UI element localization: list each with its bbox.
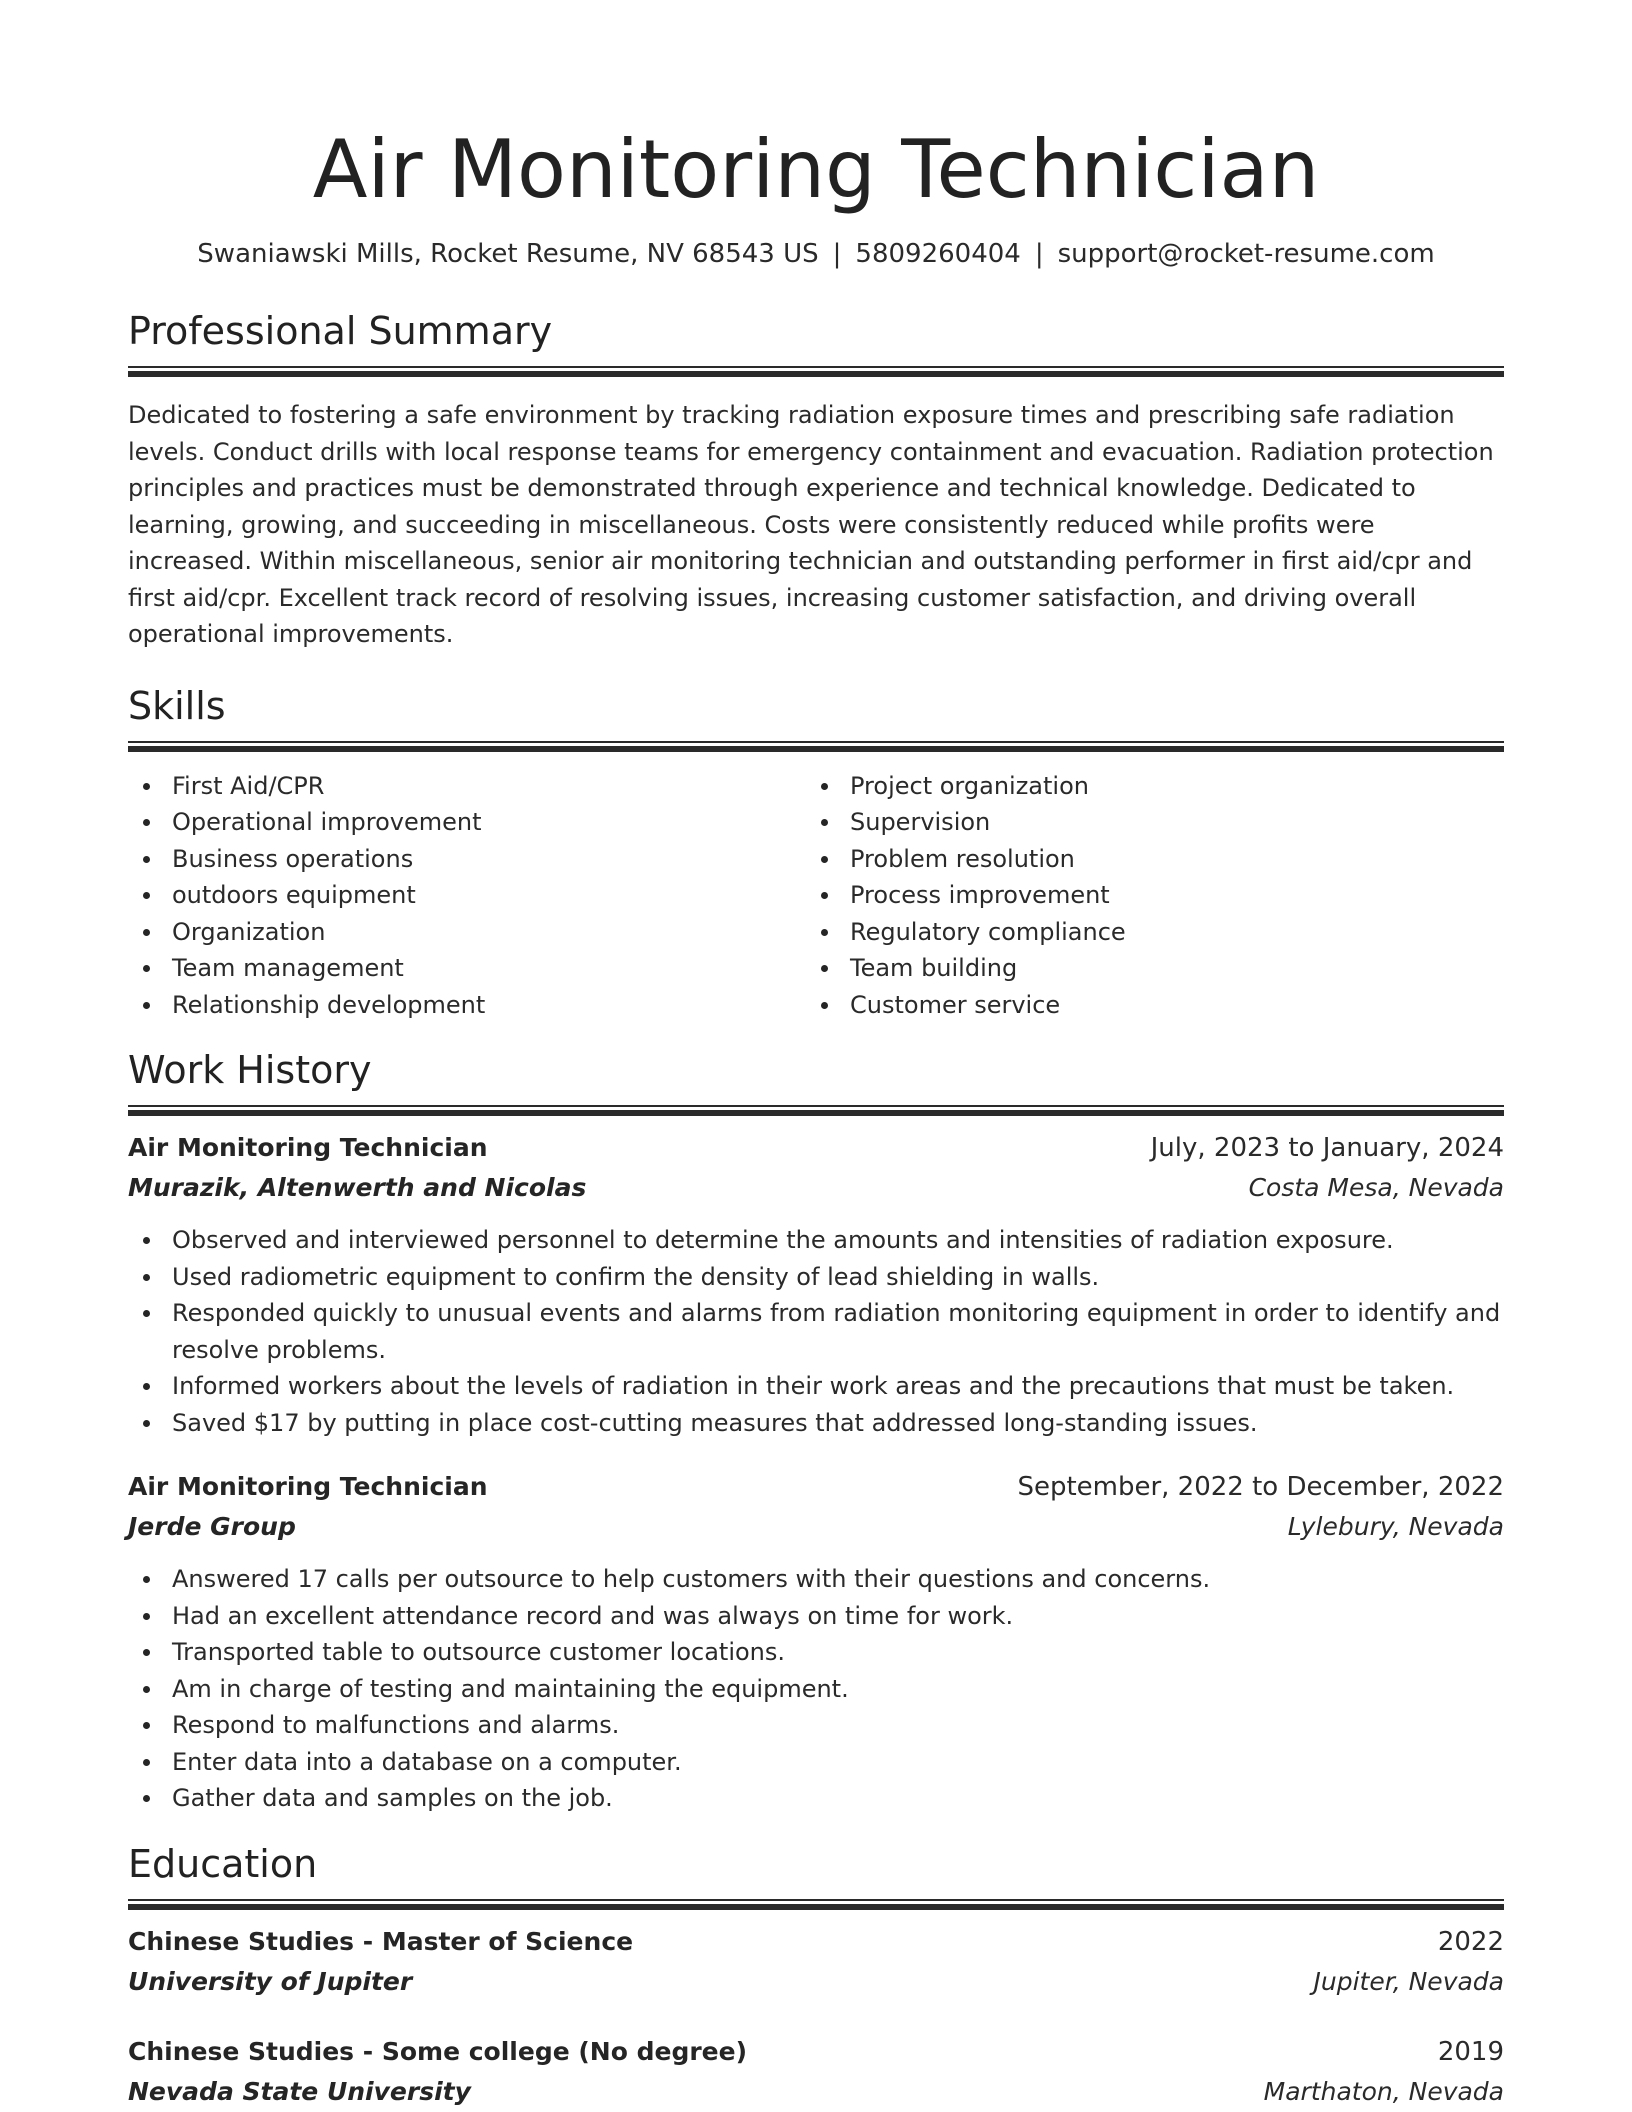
contact-separator: | — [832, 239, 842, 269]
section-divider — [128, 1899, 1504, 1910]
contact-phone: 5809260404 — [855, 239, 1021, 269]
job-header — [128, 1467, 1504, 1507]
job-header — [128, 1128, 1504, 1168]
contact-separator: | — [1034, 239, 1044, 269]
job-location: Costa Mesa, Nevada — [1248, 1173, 1504, 1202]
job-bullet: Am in charge of testing and maintaining the equipment. — [128, 1671, 1504, 1708]
section-title-work-history: Work History — [128, 1048, 372, 1092]
section-title-summary: Professional Summary — [128, 309, 553, 353]
section-divider — [128, 741, 1504, 752]
job-title: Air Monitoring Technician — [128, 1133, 488, 1162]
skills-column-left — [128, 768, 806, 1024]
education-location: Jupiter, Nevada — [1313, 1966, 1504, 1996]
job-entry — [128, 1128, 1504, 1441]
job-dates: September, 2022 to December, 2022 — [1017, 1472, 1504, 1502]
education-school: Nevada State University — [128, 2076, 471, 2106]
skill-item: Project organization — [806, 768, 1484, 805]
education-degree: Chinese Studies - Master of Science — [128, 1926, 634, 1956]
contact-email: support@rocket-resume.com — [1057, 239, 1435, 269]
skill-item: Team management — [128, 950, 806, 987]
section-title-education: Education — [128, 1841, 318, 1886]
skills-section — [128, 683, 1504, 1024]
education-section — [128, 1841, 1504, 2112]
education-school: University of Jupiter — [128, 1966, 413, 1996]
education-subheader — [128, 2072, 1504, 2112]
job-location: Lylebury, Nevada — [1287, 1512, 1504, 1541]
job-bullet: Had an excellent attendance record and was always on time for work. — [128, 1598, 1504, 1635]
job-bullet: Informed workers about the levels of radiation in their work areas and the precautions that must be taken. — [128, 1368, 1504, 1405]
job-dates: July, 2023 to January, 2024 — [1150, 1133, 1504, 1163]
skill-item: outdoors equipment — [128, 877, 806, 914]
skill-item: First Aid/CPR — [128, 768, 806, 805]
education-year: 2019 — [1437, 2036, 1504, 2067]
job-bullet: Enter data into a database on a computer. — [128, 1744, 1504, 1781]
skill-item: Customer service — [806, 987, 1484, 1024]
contact-line — [128, 238, 1504, 270]
education-header — [128, 1922, 1504, 1962]
contact-address: Swaniawski Mills, Rocket Resume, NV 68543 US — [197, 239, 819, 269]
job-bullet: Transported table to outsource customer locations. — [128, 1634, 1504, 1671]
job-entry — [128, 1467, 1504, 1817]
job-company: Jerde Group — [128, 1512, 296, 1541]
job-subheader — [128, 1168, 1504, 1208]
skill-item: Relationship development — [128, 987, 806, 1024]
job-bullet: Gather data and samples on the job. — [128, 1780, 1504, 1817]
job-bullets — [128, 1222, 1504, 1441]
skill-item: Supervision — [806, 804, 1484, 841]
skill-item: Organization — [128, 914, 806, 951]
education-entry — [128, 2032, 1504, 2112]
skill-item: Operational improvement — [128, 804, 806, 841]
job-bullet: Saved $17 by putting in place cost-cutting measures that addressed long-standing issues. — [128, 1405, 1504, 1442]
summary-text: Dedicated to fostering a safe environment by tracking radiation exposure times and prescribing safe radiation levels. Conduct drills with local response teams for emergency containment and evacuation. Radiation protection principles and practices must be demonstrated through experience and technical knowledge. Dedicated to learning, growing, and succeeding in miscellaneous. Costs were consistently reduced while profits were increased. Within miscellaneous, senior air monitoring technician and outstanding performer in first aid/cpr and first aid/cpr. Excellent track record of resolving issues, increasing customer satisfaction, and driving overall operational improvements. — [128, 401, 1494, 648]
education-location: Marthaton, Nevada — [1263, 2076, 1504, 2106]
job-company: Murazik, Altenwerth and Nicolas — [128, 1173, 587, 1202]
summary-section — [128, 308, 1504, 653]
skills-column-right — [806, 768, 1484, 1024]
education-subheader — [128, 1962, 1504, 2002]
work-history-section — [128, 1047, 1504, 1817]
skill-item: Process improvement — [806, 877, 1484, 914]
job-subheader — [128, 1507, 1504, 1547]
education-header — [128, 2032, 1504, 2072]
job-bullet: Answered 17 calls per outsource to help customers with their questions and concerns. — [128, 1561, 1504, 1598]
job-bullet: Used radiometric equipment to confirm the density of lead shielding in walls. — [128, 1259, 1504, 1296]
education-entry — [128, 1922, 1504, 2002]
job-bullet: Respond to malfunctions and alarms. — [128, 1707, 1504, 1744]
skills-list — [128, 768, 1504, 1024]
section-divider — [128, 1105, 1504, 1116]
skill-item: Problem resolution — [806, 841, 1484, 878]
job-bullet: Responded quickly to unusual events and alarms from radiation monitoring equipment in order to identify and resolve problems. — [128, 1295, 1504, 1368]
resume-name: Air Monitoring Technician — [312, 123, 1320, 216]
resume-page — [128, 0, 1504, 2112]
skill-item: Business operations — [128, 841, 806, 878]
section-title-skills: Skills — [128, 683, 226, 728]
education-degree: Chinese Studies - Some college (No degree) — [128, 2036, 748, 2066]
job-bullets — [128, 1561, 1504, 1817]
section-divider — [128, 366, 1504, 377]
job-title: Air Monitoring Technician — [128, 1472, 488, 1501]
skill-item: Team building — [806, 950, 1484, 987]
education-year: 2022 — [1437, 1926, 1504, 1957]
job-bullet: Observed and interviewed personnel to determine the amounts and intensities of radiation exposure. — [128, 1222, 1504, 1259]
skill-item: Regulatory compliance — [806, 914, 1484, 951]
